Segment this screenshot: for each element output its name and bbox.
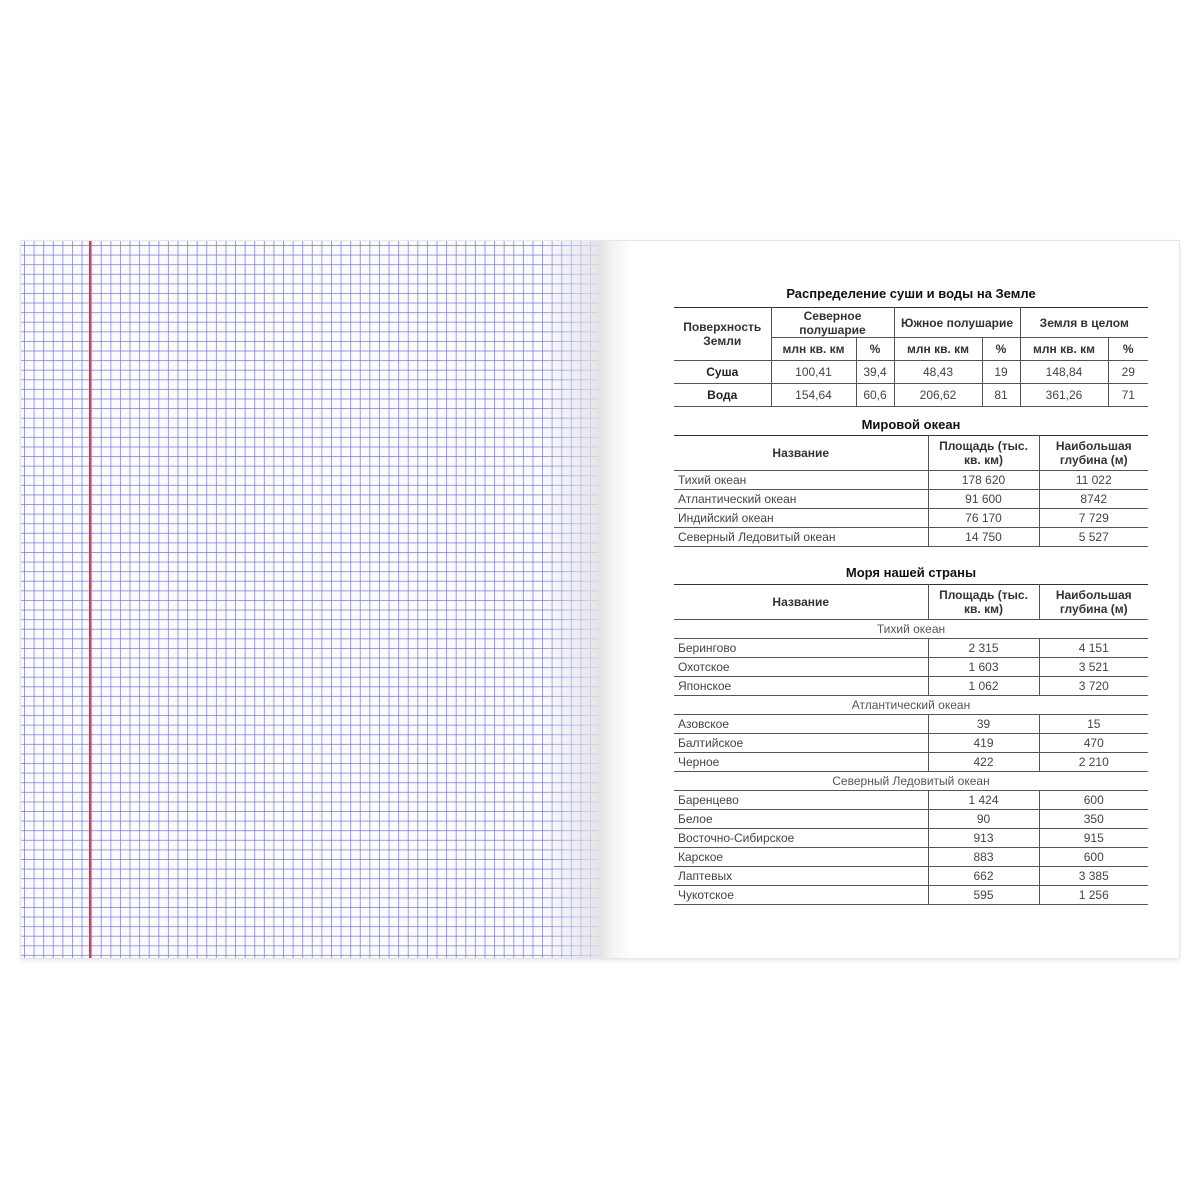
row-area: 90	[928, 810, 1039, 829]
unit-area: млн кв. км	[894, 338, 982, 361]
total-pct: 29	[1108, 361, 1148, 384]
row-name: Азовское	[674, 715, 928, 734]
row-area: 1 603	[928, 658, 1039, 677]
table-row	[674, 829, 1148, 848]
header-name: Название	[674, 585, 928, 620]
south-pct: 19	[982, 361, 1020, 384]
table-row	[674, 867, 1148, 886]
page-fold-shadow	[541, 241, 599, 958]
world-ocean-title: Мировой океан	[861, 417, 961, 432]
row-depth: 915	[1039, 829, 1148, 848]
row-depth: 2 210	[1039, 753, 1148, 772]
reference-page	[599, 241, 1179, 958]
north-area: 100,41	[771, 361, 856, 384]
south-area: 48,43	[894, 361, 982, 384]
table-header-row	[674, 308, 1148, 338]
row-depth: 3 385	[1039, 867, 1148, 886]
south-area: 206,62	[894, 384, 982, 407]
row-name: Белое	[674, 810, 928, 829]
table-row	[674, 848, 1148, 867]
table-row	[674, 528, 1148, 547]
row-area: 913	[928, 829, 1039, 848]
row-depth: 11 022	[1039, 471, 1148, 490]
row-depth: 7 729	[1039, 509, 1148, 528]
unit-pct: %	[856, 338, 894, 361]
total-area: 361,26	[1020, 384, 1108, 407]
ocean-group-label: Атлантический океан	[674, 696, 1148, 715]
grid-page	[21, 241, 599, 958]
row-area: 91 600	[928, 490, 1039, 509]
table-row	[674, 791, 1148, 810]
unit-area: млн кв. км	[1020, 338, 1108, 361]
row-name: Чукотское	[674, 886, 928, 905]
south-pct: 81	[982, 384, 1020, 407]
ocean-group-row	[674, 620, 1148, 639]
header-name: Название	[674, 436, 928, 471]
row-area: 419	[928, 734, 1039, 753]
row-area: 422	[928, 753, 1039, 772]
row-name: Атлантический океан	[674, 490, 928, 509]
seas-title: Моря нашей страны	[845, 565, 977, 580]
table-row	[674, 471, 1148, 490]
table-row	[674, 384, 1148, 407]
row-depth: 8742	[1039, 490, 1148, 509]
table-row	[674, 639, 1148, 658]
north-pct: 39,4	[856, 361, 894, 384]
world-ocean-rows	[674, 471, 1148, 547]
north-pct: 60,6	[856, 384, 894, 407]
row-depth: 3 521	[1039, 658, 1148, 677]
table-header-row	[674, 585, 1148, 620]
seas-section	[674, 565, 1148, 905]
header-surface: Поверхность Земли	[674, 308, 771, 361]
row-depth: 5 527	[1039, 528, 1148, 547]
header-total: Земля в целом	[1020, 308, 1148, 338]
header-south: Южное полушарие	[894, 308, 1020, 338]
ocean-group-row	[674, 772, 1148, 791]
row-name: Японское	[674, 677, 928, 696]
row-name: Северный Ледовитый океан	[674, 528, 928, 547]
table-row	[674, 753, 1148, 772]
row-area: 178 620	[928, 471, 1039, 490]
row-name: Балтийское	[674, 734, 928, 753]
world-ocean-section	[674, 417, 1148, 547]
seas-rows	[674, 620, 1148, 905]
row-name: Черное	[674, 753, 928, 772]
unit-pct: %	[1108, 338, 1148, 361]
row-name: Тихий океан	[674, 471, 928, 490]
row-depth: 600	[1039, 848, 1148, 867]
row-area: 2 315	[928, 639, 1039, 658]
row-area: 1 424	[928, 791, 1039, 810]
table-row	[674, 658, 1148, 677]
header-depth: Наибольшая глубина (м)	[1039, 436, 1148, 471]
ocean-group-label: Тихий океан	[674, 620, 1148, 639]
header-north: Северное полушарие	[771, 308, 894, 338]
row-depth: 1 256	[1039, 886, 1148, 905]
row-area: 76 170	[928, 509, 1039, 528]
red-margin-line	[89, 241, 91, 958]
land-water-title: Распределение суши и воды на Земле	[786, 286, 1036, 301]
table-row	[674, 509, 1148, 528]
row-area: 595	[928, 886, 1039, 905]
land-water-table	[674, 307, 1148, 407]
row-area: 39	[928, 715, 1039, 734]
open-notebook	[21, 241, 1179, 958]
ocean-group-row	[674, 696, 1148, 715]
row-depth: 350	[1039, 810, 1148, 829]
table-row	[674, 490, 1148, 509]
table-row	[674, 886, 1148, 905]
unit-area: млн кв. км	[771, 338, 856, 361]
table-row	[674, 734, 1148, 753]
row-name: Лаптевых	[674, 867, 928, 886]
header-depth: Наибольшая глубина (м)	[1039, 585, 1148, 620]
table-row	[674, 810, 1148, 829]
row-depth: 470	[1039, 734, 1148, 753]
row-area: 1 062	[928, 677, 1039, 696]
header-area: Площадь (тыс. кв. км)	[928, 585, 1039, 620]
row-name: Карское	[674, 848, 928, 867]
row-depth: 15	[1039, 715, 1148, 734]
unit-pct: %	[982, 338, 1020, 361]
row-depth: 3 720	[1039, 677, 1148, 696]
seas-table	[674, 584, 1148, 905]
row-name: Индийский океан	[674, 509, 928, 528]
total-pct: 71	[1108, 384, 1148, 407]
total-area: 148,84	[1020, 361, 1108, 384]
north-area: 154,64	[771, 384, 856, 407]
row-name: Вода	[674, 384, 771, 407]
row-name: Восточно-Сибирское	[674, 829, 928, 848]
row-name: Баренцево	[674, 791, 928, 810]
table-header-row	[674, 436, 1148, 471]
row-name: Берингово	[674, 639, 928, 658]
table-row	[674, 677, 1148, 696]
table-row	[674, 715, 1148, 734]
row-depth: 4 151	[1039, 639, 1148, 658]
row-area: 662	[928, 867, 1039, 886]
land-water-section	[674, 286, 1148, 407]
world-ocean-table	[674, 435, 1148, 547]
ocean-group-label: Северный Ледовитый океан	[674, 772, 1148, 791]
header-area: Площадь (тыс. кв. км)	[928, 436, 1039, 471]
row-area: 883	[928, 848, 1039, 867]
row-depth: 600	[1039, 791, 1148, 810]
row-name: Суша	[674, 361, 771, 384]
row-name: Охотское	[674, 658, 928, 677]
row-area: 14 750	[928, 528, 1039, 547]
table-row	[674, 361, 1148, 384]
